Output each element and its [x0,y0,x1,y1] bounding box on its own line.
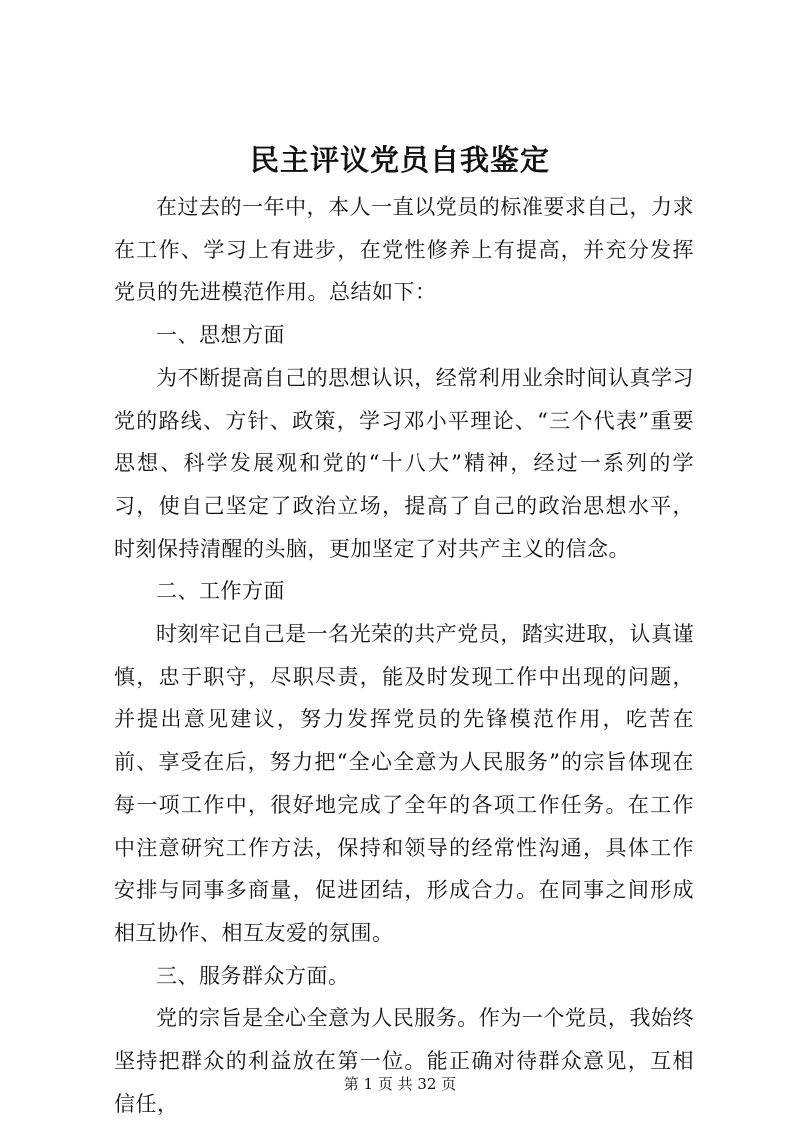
work-paragraph: 时刻牢记自己是一名光荣的共产党员，踏实进取，认真谨慎，忠于职守，尽职尽责，能及时发现工作中出现的问题，并提出意见建议，努力发挥党员的先锋模范作用，吃苦在前、享受在后，努力把“全心全意为人民服务”的宗旨体现在每一项工作中，很好地完成了全年的各项工作任务。在工作中注意研究工作方法，保持和领导的经常性沟通，具体工作安排与同事多商量，促进团结，形成合力。在同事之间形成相互协作、相互友爱的氛围。 [114,622,694,945]
intro-paragraph: 在过去的一年中，本人一直以党员的标准要求自己，力求在工作、学习上有进步，在党性修养上有提高，并充分发挥党员的先进模范作用。总结如下： [114,195,694,305]
section-heading-thought: 一、思想方面 [156,323,285,348]
page-number-footer: 第 1 页 共 32 页 [343,1075,457,1093]
thought-paragraph: 为不断提高自己的思想认识，经常利用业余时间认真学习党的路线、方针、政策，学习邓小平理论、“三个代表”重要思想、科学发展观和党的“十八大”精神，经过一系列的学习，使自己坚定了政治立场，提高了自己的政治思想水平，时刻保持清醒的头脑，更加坚定了对共产主义的信念。 [114,365,694,561]
document-body [114,186,694,1125]
section-heading-work: 二、工作方面 [156,579,285,604]
section-heading-service: 三、服务群众方面。 [156,963,350,988]
document-title: 民主评议党员自我鉴定 [249,143,550,177]
service-paragraph: 党的宗旨是全心全意为人民服务。作为一个党员，我始终坚持把群众的利益放在第一位。能正确对待群众意见，互相信任， [114,1006,694,1116]
